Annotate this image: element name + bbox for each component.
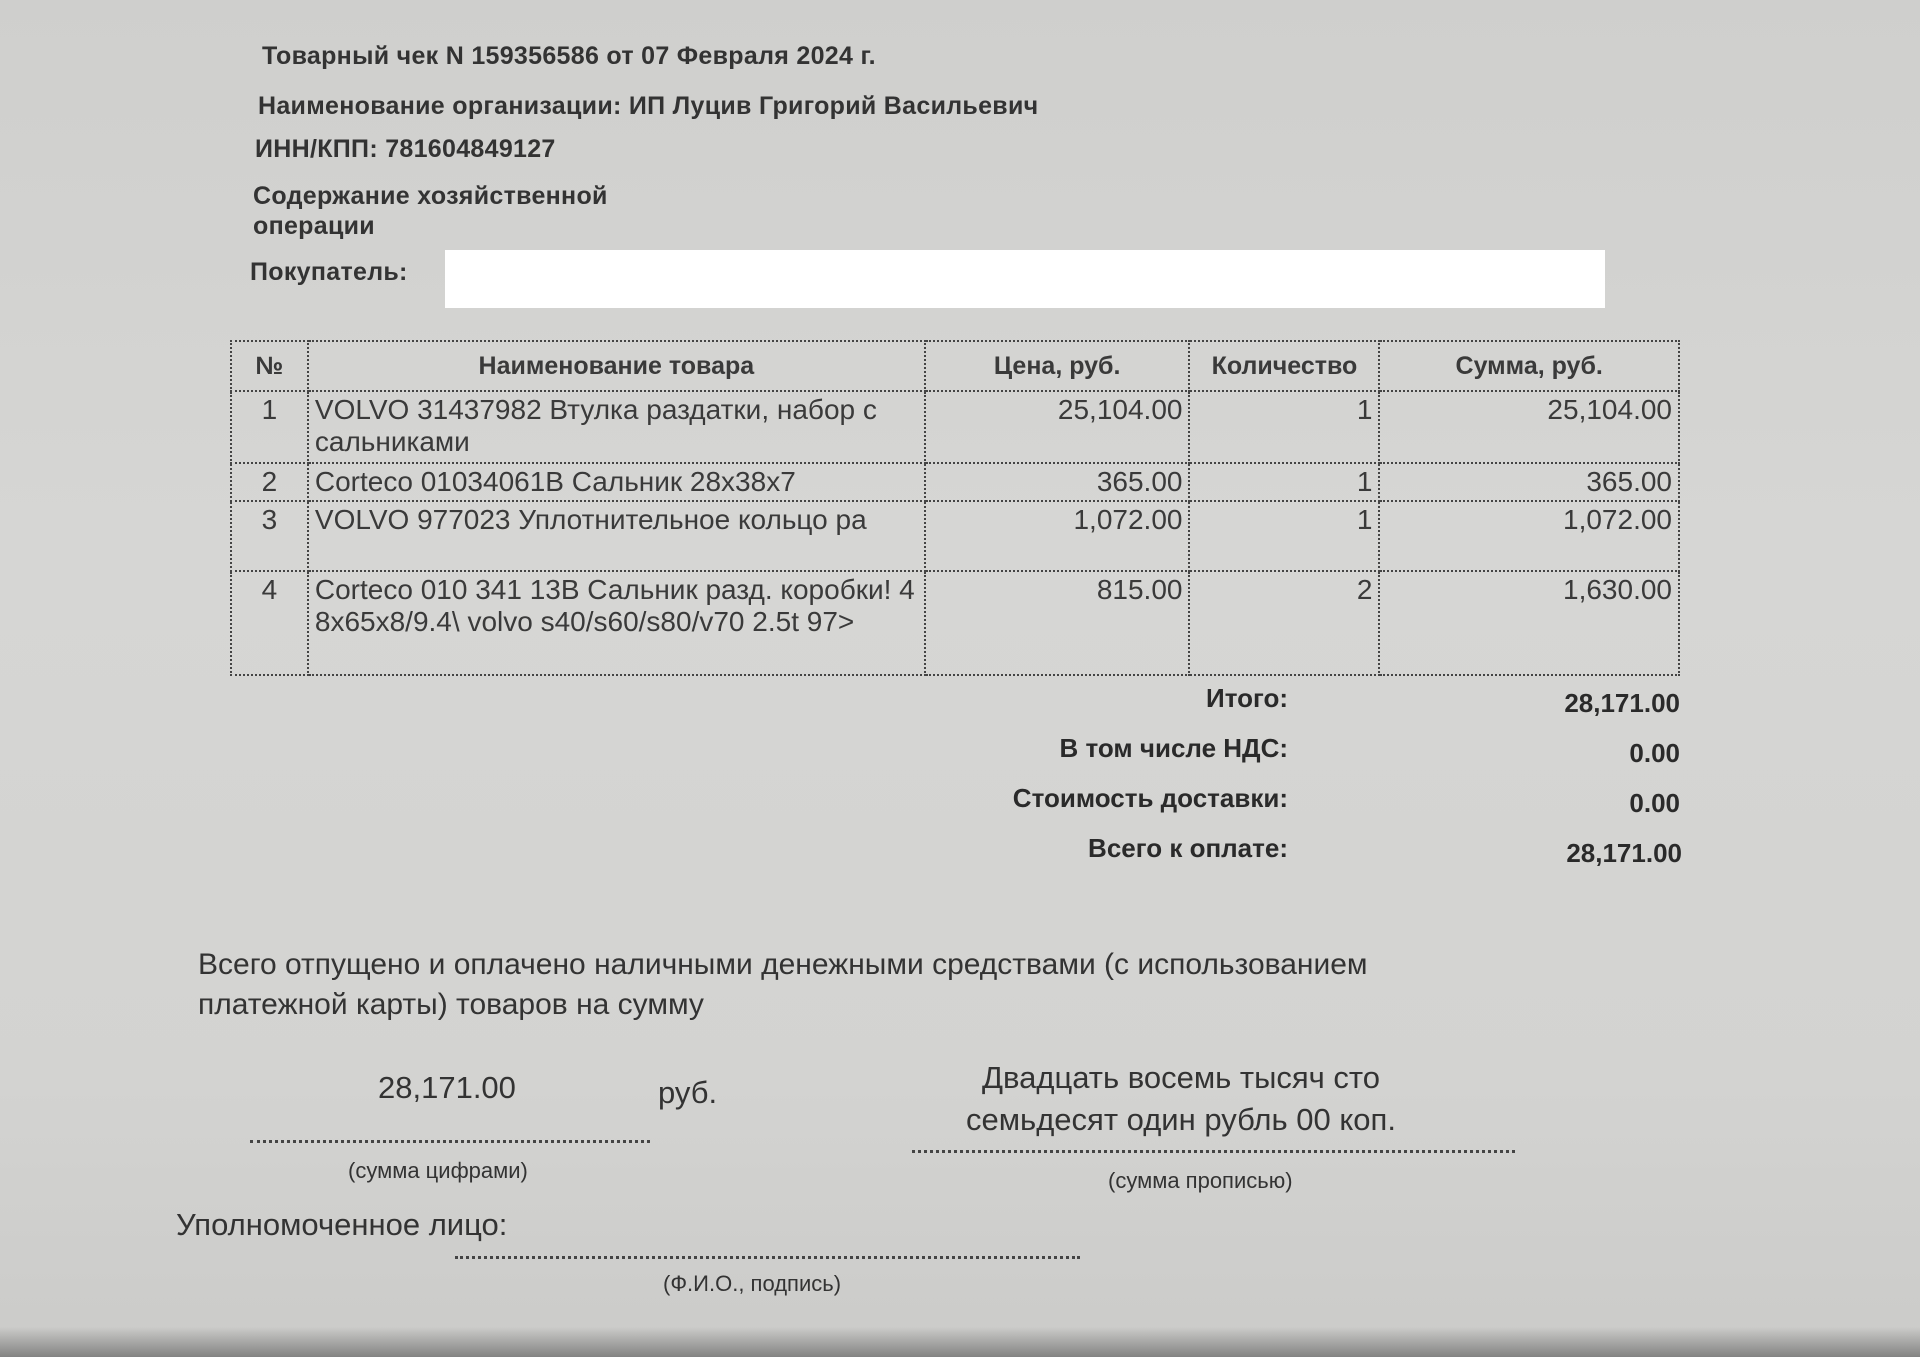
col-number: № <box>231 341 308 391</box>
table-row <box>231 571 1679 675</box>
signature-line <box>455 1256 1080 1259</box>
row-price: 365.00 <box>925 463 1190 501</box>
words-line <box>912 1150 1515 1153</box>
grand-total-value: 28,171.00 <box>1566 838 1682 868</box>
row-name: VOLVO 977023 Уплотнительное кольцо ра <box>308 501 925 571</box>
row-sum: 1,630.00 <box>1379 571 1679 675</box>
delivery-label: Стоимость доставки: <box>1012 783 1288 813</box>
row-name: Corteco 01034061B Сальник 28x38x7 <box>308 463 925 501</box>
total-label: Итого: <box>1206 683 1288 713</box>
row-qty: 1 <box>1189 501 1379 571</box>
table-row <box>231 463 1679 501</box>
delivery-value: 0.00 <box>1629 788 1680 818</box>
authorized-person-label: Уполномоченное лицо: <box>176 1207 508 1242</box>
col-price: Цена, руб. <box>925 341 1190 391</box>
operation-label-2: операции <box>253 212 375 240</box>
row-qty: 1 <box>1189 463 1379 501</box>
row-number: 3 <box>231 501 308 571</box>
grand-total-label: Всего к оплате: <box>1088 833 1288 863</box>
col-name: Наименование товара <box>308 341 925 391</box>
row-sum: 1,072.00 <box>1379 501 1679 571</box>
digits-caption: (сумма цифрами) <box>348 1158 528 1183</box>
organization-name: Наименование организации: ИП Луцив Григорий Васильевич <box>258 92 1039 120</box>
amount-digits: 28,171.00 <box>378 1070 516 1105</box>
buyer-redaction <box>445 250 1605 308</box>
table-row <box>231 501 1679 571</box>
row-name: VOLVO 31437982 Втулка раздатки, набор с сальниками <box>308 391 925 463</box>
digits-line <box>250 1140 650 1143</box>
row-qty: 1 <box>1189 391 1379 463</box>
page-edge-shadow <box>0 1327 1920 1357</box>
operation-label-1: Содержание хозяйственной <box>253 182 608 210</box>
signature-caption: (Ф.И.О., подпись) <box>663 1271 842 1296</box>
payment-statement-line: платежной карты) товаров на сумму <box>198 988 704 1021</box>
col-qty: Количество <box>1189 341 1379 391</box>
buyer-label: Покупатель: <box>250 258 408 286</box>
vat-label: В том числе НДС: <box>1059 733 1288 763</box>
inn-kpp: ИНН/КПП: 781604849127 <box>255 135 556 163</box>
payment-statement <box>198 945 1368 1025</box>
row-sum: 365.00 <box>1379 463 1679 501</box>
receipt-title: Товарный чек N 159356586 от 07 Февраля 2024 г. <box>262 42 876 70</box>
row-sum: 25,104.00 <box>1379 391 1679 463</box>
words-caption: (сумма прописью) <box>1108 1168 1293 1193</box>
amount-words-line1: Двадцать восемь тысяч сто <box>982 1060 1381 1095</box>
items-table <box>230 340 1680 676</box>
vat-value: 0.00 <box>1629 738 1680 768</box>
currency-label: руб. <box>658 1075 718 1110</box>
amount-words-line2: семьдесят один рубль 00 коп. <box>966 1102 1396 1137</box>
row-number: 1 <box>231 391 308 463</box>
table-header <box>231 341 1679 391</box>
total-value: 28,171.00 <box>1564 688 1680 718</box>
row-number: 2 <box>231 463 308 501</box>
row-price: 25,104.00 <box>925 391 1190 463</box>
row-qty: 2 <box>1189 571 1379 675</box>
payment-statement-line: Всего отпущено и оплачено наличными денежными средствами (с использованием <box>198 948 1368 981</box>
row-name: Corteco 010 341 13B Сальник разд. коробки! 48x65x8/9.4\ volvo s40/s60/s80/v70 2.5t 97> <box>308 571 925 675</box>
table-row <box>231 391 1679 463</box>
row-price: 815.00 <box>925 571 1190 675</box>
row-price: 1,072.00 <box>925 501 1190 571</box>
col-sum: Сумма, руб. <box>1379 341 1679 391</box>
row-number: 4 <box>231 571 308 675</box>
